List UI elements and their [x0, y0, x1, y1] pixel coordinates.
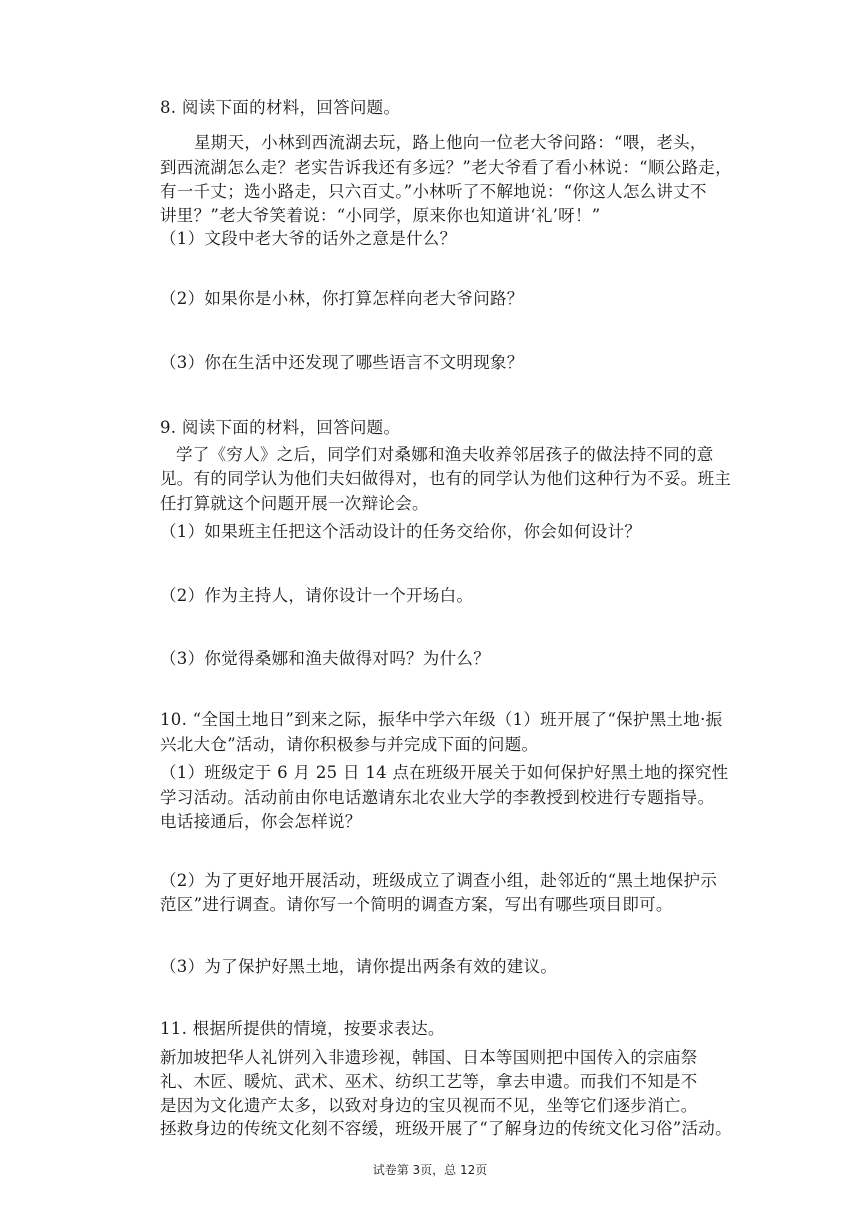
q10-sub-3: （3）为了保护好黑土地，请你提出两条有效的建议。 — [160, 957, 558, 976]
q11-material-line-4: 拯救身边的传统文化刻不容缓，班级开展了“了解身边的传统文化习俗”活动。 — [160, 1119, 732, 1138]
q10-sub-1-line-2: 学习活动。活动前由你电话邀请东北农业大学的李教授到校进行专题指导。 — [160, 788, 715, 807]
q10-sub-2-line-1: （2）为了更好地开展活动，班级成立了调查小组，赴邻近的“黑土地保护示 — [160, 871, 718, 890]
q8-sub-1: （1）文段中老大爷的话外之意是什么？ — [160, 229, 457, 248]
q10-sub-1-line-1: （1）班级定于 6 月 25 日 14 点在班级开展关于如何保护好黑土地的探究性 — [160, 763, 729, 782]
q9-sub-2: （2）作为主持人，请你设计一个开场白。 — [160, 586, 474, 605]
q9-sub-1: （1）如果班主任把这个活动设计的任务交给你，你会如何设计？ — [160, 522, 642, 541]
q11-material-line-3: 是因为文化遗产太多，以致对身边的宝贝视而不见，坐等它们逐步消亡。 — [160, 1096, 698, 1115]
q8-sub-2: （2）如果你是小林，你打算怎样向老大爷问路？ — [160, 289, 524, 308]
q8-material-line-2: 到西流湖怎么走？老实告诉我还有多远？”老大爷看了看小林说：“顺公路走， — [160, 158, 732, 177]
q9-material-line-2: 见。有的同学认为他们夫妇做得对，也有的同学认为他们这种行为不妥。班主 — [160, 469, 732, 488]
q9-material-line-1: 学了《穷人》之后，同学们对桑娜和渔夫收养邻居孩子的做法持不同的意 — [176, 445, 714, 464]
q9-material-line-3: 任打算就这个问题开展一次辩论会。 — [160, 494, 429, 513]
q8-title: 8. 阅读下面的材料，回答问题。 — [160, 98, 401, 117]
q10-sub-2-line-2: 范区”进行调查。请你写一个简明的调查方案，写出有哪些项目即可。 — [160, 895, 673, 914]
q10-title-line-2: 兴北大仓”活动，请你积极参与并完成下面的问题。 — [160, 735, 539, 754]
q11-material-line-2: 礼、木匠、暖炕、武术、巫术、纺织工艺等，拿去申遗。而我们不知是不 — [160, 1072, 698, 1091]
q9-title: 9. 阅读下面的材料，回答问题。 — [160, 418, 401, 437]
q8-material-line-4: 讲里？”老大爷笑着说：“小同学，原来你也知道讲‘礼’呀！” — [160, 206, 601, 225]
q9-sub-3: （3）你觉得桑娜和渔夫做得对吗？为什么？ — [160, 649, 490, 668]
q10-sub-1-line-3: 电话接通后，你会怎样说？ — [160, 812, 362, 831]
q8-material-line-3: 有一千丈；选小路走，只六百丈。”小林听了不解地说：“你这人怎么讲丈不 — [160, 182, 707, 201]
q10-title-line-1: 10. “全国土地日”到来之际，振华中学六年级（1）班开展了“保护黑土地·振 — [160, 710, 723, 729]
q11-title: 11. 根据所提供的情境，按要求表达。 — [160, 1019, 445, 1038]
q8-material-line-1: 星期天，小林到西流湖去玩，路上他向一位老大爷问路：“喂，老头， — [194, 133, 707, 152]
q11-material-line-1: 新加坡把华人礼饼列入非遗珍视，韩国、日本等国则把中国传入的宗庙祭 — [160, 1048, 698, 1067]
q8-sub-3: （3）你在生活中还发现了哪些语言不文明现象？ — [160, 353, 524, 372]
page-footer: 试卷第 3页，总 12页 — [372, 1163, 488, 1177]
